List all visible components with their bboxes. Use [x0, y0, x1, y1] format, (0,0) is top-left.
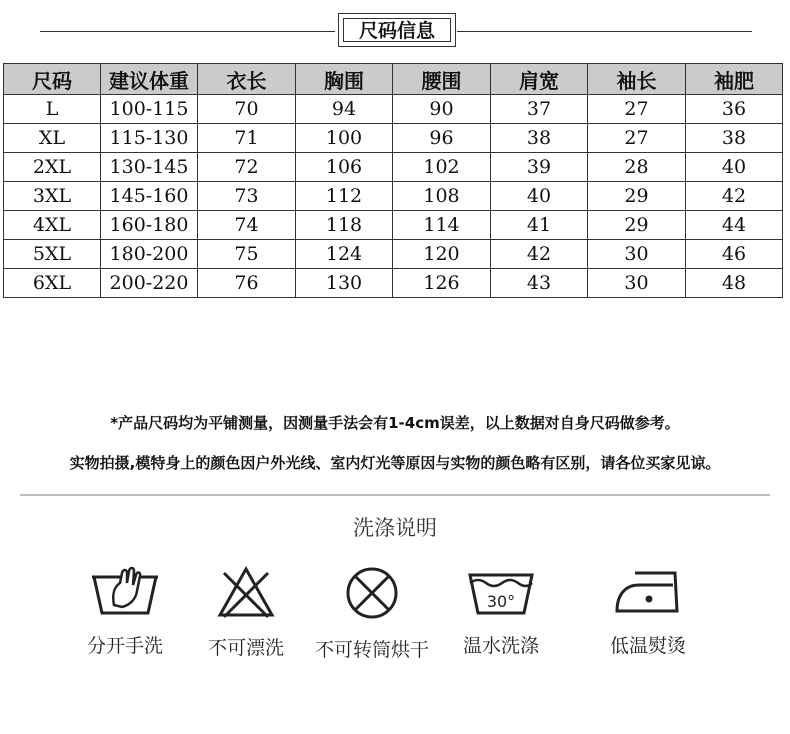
wash-30-icon [466, 565, 536, 617]
header-box [338, 13, 456, 47]
table-cell: 42 [686, 182, 783, 211]
size-cell: 2XL [4, 153, 101, 182]
table-cell: 30 [588, 269, 686, 298]
table-cell: 76 [198, 269, 296, 298]
table-cell: 108 [393, 182, 491, 211]
wash-item-bleach [176, 565, 316, 660]
table-cell: 28 [588, 153, 686, 182]
table-cell: 100-115 [101, 95, 198, 124]
table-cell: 124 [296, 240, 393, 269]
header-rule-left [40, 31, 335, 32]
table-row [4, 269, 783, 298]
wash-item-iron [578, 565, 718, 658]
column-header: 肩宽 [491, 64, 588, 95]
table-cell: 70 [198, 95, 296, 124]
header-rule-right [457, 31, 752, 32]
table-cell: 118 [296, 211, 393, 240]
table-cell: 130 [296, 269, 393, 298]
table-cell: 38 [686, 124, 783, 153]
table-cell: 112 [296, 182, 393, 211]
column-header: 袖长 [588, 64, 686, 95]
table-cell: 39 [491, 153, 588, 182]
table-cell: 41 [491, 211, 588, 240]
table-cell: 46 [686, 240, 783, 269]
table-cell: 73 [198, 182, 296, 211]
column-header: 衣长 [198, 64, 296, 95]
table-row [4, 95, 783, 124]
table-cell: 96 [393, 124, 491, 153]
table-cell: 40 [491, 182, 588, 211]
table-cell: 44 [686, 211, 783, 240]
section-header [40, 10, 752, 50]
no-bleach-icon [216, 565, 276, 619]
table-cell: 120 [393, 240, 491, 269]
no-tumble-dry-icon [344, 565, 400, 621]
table-cell: 130-145 [101, 153, 198, 182]
wash-label-iron: 低温熨烫 [609, 635, 686, 657]
hand-wash-icon [90, 565, 160, 617]
table-cell: 29 [588, 182, 686, 211]
table-cell: 200-220 [101, 269, 198, 298]
size-cell: XL [4, 124, 101, 153]
color-note: 实物拍摄,模特身上的颜色因户外光线、室内灯光等原因与实物的颜色略有区别，请各位买家见谅。 [69, 454, 721, 472]
table-row [4, 240, 783, 269]
wash-label-dry: 不可转筒烘干 [314, 639, 429, 661]
table-cell: 90 [393, 95, 491, 124]
wash-temperature: 30° [486, 592, 516, 611]
table-row [4, 153, 783, 182]
table-cell: 30 [588, 240, 686, 269]
table-cell: 102 [393, 153, 491, 182]
table-cell: 27 [588, 124, 686, 153]
measurement-note: *产品尺码均为平铺测量，因测量手法会有1-4cm误差，以上数据对自身尺码做参考。 [110, 414, 680, 432]
table-cell: 29 [588, 211, 686, 240]
size-cell: 4XL [4, 211, 101, 240]
column-header: 建议体重 [101, 64, 198, 95]
table-row [4, 182, 783, 211]
size-cell: L [4, 95, 101, 124]
column-header: 尺码 [4, 64, 101, 95]
table-cell: 114 [393, 211, 491, 240]
wash-label-hand: 分开手洗 [86, 635, 163, 657]
column-header: 袖肥 [686, 64, 783, 95]
table-cell: 145-160 [101, 182, 198, 211]
table-cell: 180-200 [101, 240, 198, 269]
table-cell: 43 [491, 269, 588, 298]
wash-item-hand [55, 565, 195, 658]
table-cell: 48 [686, 269, 783, 298]
table-cell: 106 [296, 153, 393, 182]
wash-label-warm: 温水洗涤 [462, 635, 539, 657]
size-cell: 3XL [4, 182, 101, 211]
table-cell: 27 [588, 95, 686, 124]
page-title: 尺码信息 [343, 18, 451, 42]
table-cell: 40 [686, 153, 783, 182]
table-cell: 42 [491, 240, 588, 269]
divider [20, 494, 770, 496]
washing-title: 洗涤说明 [353, 516, 437, 540]
table-cell: 71 [198, 124, 296, 153]
table-cell: 160-180 [101, 211, 198, 240]
table-cell: 115-130 [101, 124, 198, 153]
table-cell: 75 [198, 240, 296, 269]
table-cell: 126 [393, 269, 491, 298]
size-cell: 5XL [4, 240, 101, 269]
column-header: 腰围 [393, 64, 491, 95]
table-cell: 36 [686, 95, 783, 124]
table-cell: 37 [491, 95, 588, 124]
size-cell: 6XL [4, 269, 101, 298]
table-cell: 74 [198, 211, 296, 240]
size-table [3, 63, 783, 298]
table-cell: 94 [296, 95, 393, 124]
low-iron-icon [613, 565, 683, 617]
table-cell: 38 [491, 124, 588, 153]
wash-item-dry [302, 565, 442, 662]
column-header: 胸围 [296, 64, 393, 95]
table-row [4, 124, 783, 153]
table-cell: 100 [296, 124, 393, 153]
table-row [4, 211, 783, 240]
wash-item-warm [431, 565, 571, 658]
table-header-row [4, 64, 783, 95]
table-cell: 72 [198, 153, 296, 182]
wash-label-bleach: 不可漂洗 [207, 637, 284, 659]
